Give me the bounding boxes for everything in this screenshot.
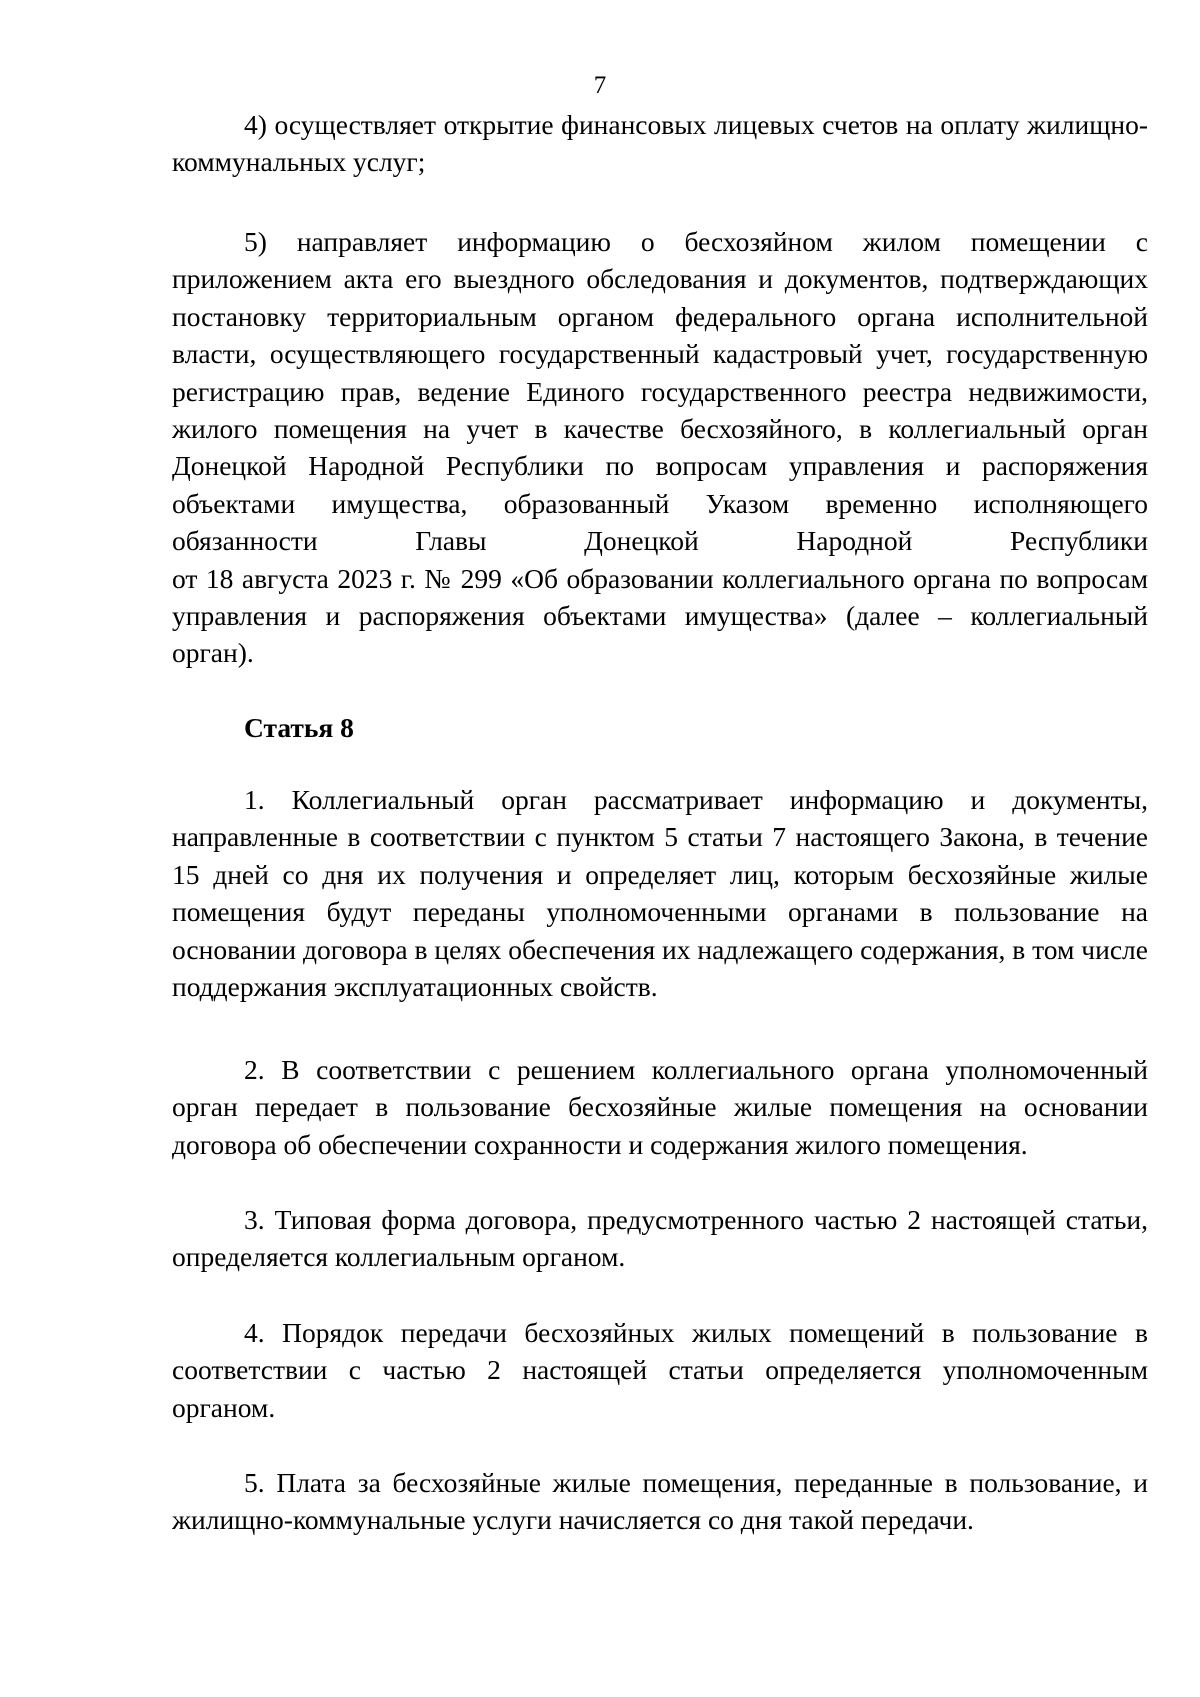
paragraph-item-5-decree-reference: от 18 августа 2023 г. № 299 «Об образовании коллегиального органа по вопросам управления и распоряжения объектами имущества» (далее – коллегиальный орган).: [172, 562, 1148, 669]
page-number: 7: [593, 72, 607, 99]
paragraph-item-5: [172, 223, 1148, 672]
article-item-5: 5. Плата за бесхозяйные жилые помещения, переданные в пользование, и жилищно-коммунальные услуги начисляется со дня такой передачи.: [172, 1467, 1148, 1536]
paragraph-item-4: 4) осуществляет открытие финансовых лицевых счетов на оплату жилищно-коммунальных услуг;: [172, 109, 1148, 178]
article-item-2: 2. В соответствии с решением коллегиального органа уполномоченный орган передает в пользование бесхозяйные жилые помещения на основании договора об обеспечении сохранности и содержания жилого помещения.: [172, 1054, 1148, 1160]
paragraph-item-5-main: 5) направляет информацию о бесхозяйном жилом помещении с приложением акта его выездного обследования и документов, подтверждающих постановку территориальным органом федерального органа исполнительной власти, осуществляющего государственный кадастровый учет, государственную регистрацию прав, ведение Единого государственного реестра недвижимости, жилого помещения на учет в качестве бесхозяйного, в коллегиальный орган Донецкой Народной Республики по вопросам управления и распоряжения объектами имущества, образованный Указом временно исполняющего: [172, 226, 1148, 519]
article-item-4: 4. Порядок передачи бесхозяйных жилых помещений в пользование в соответствии с частью 2 настоящей статьи определяется уполномоченным органом.: [172, 1317, 1148, 1423]
article-item-1: 1. Коллегиальный орган рассматривает информацию и документы, направленные в соответствии с пунктом 5 статьи 7 настоящего Закона, в течение 15 дней со дня их получения и определяет лиц, которым бесхозяйные жилые помещения будут переданы уполномоченными органами в пользование на основании договора в целях обеспечения их надлежащего содержания, в том числе поддержания эксплуатационных свойств.: [172, 784, 1148, 1003]
paragraph-item-5-signatory-line: обязанности Главы Донецкой Народной Республики: [172, 525, 1148, 557]
article-item-3: 3. Типовая форма договора, предусмотренного частью 2 настоящей статьи, определяется коллегиальным органом.: [172, 1204, 1148, 1273]
article-heading: Статья 8: [244, 712, 354, 743]
